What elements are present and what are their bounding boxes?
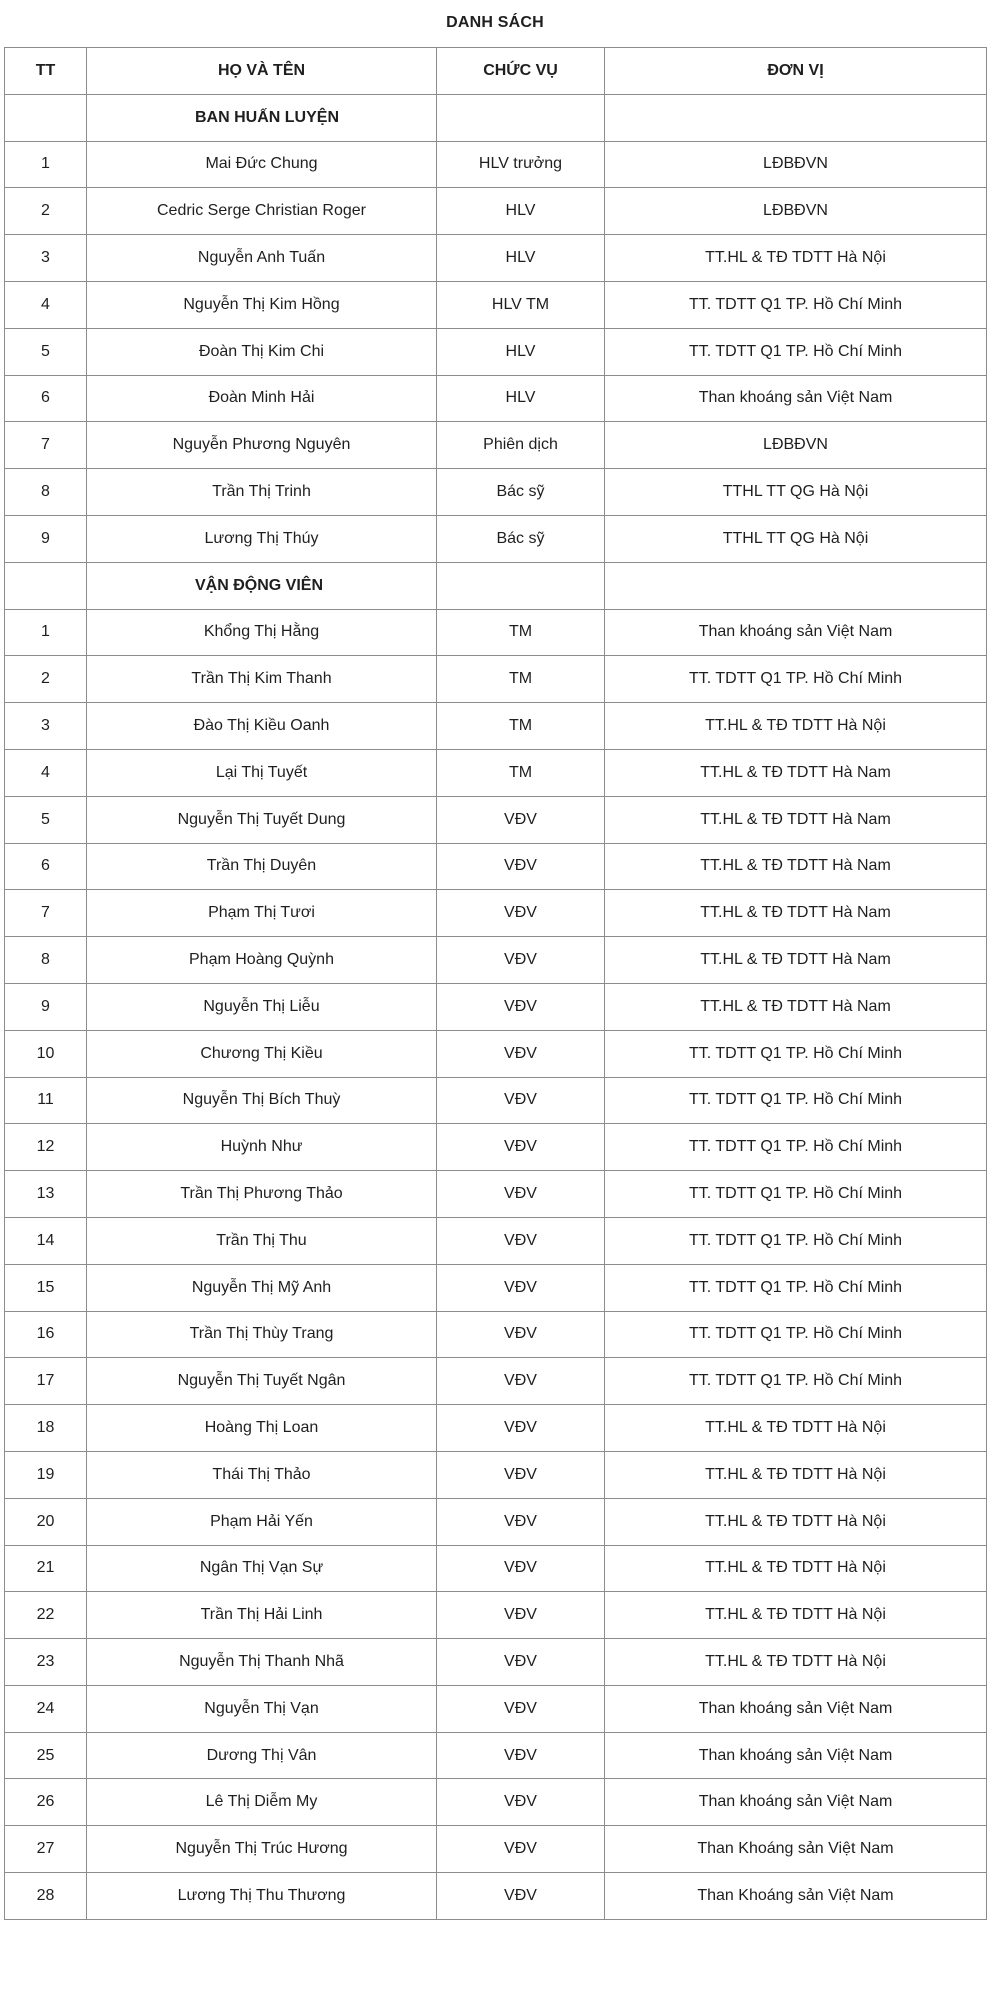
table-row: [5, 1826, 987, 1873]
person-name: Lê Thị Diễm My: [87, 1779, 437, 1826]
person-name: Đào Thị Kiều Oanh: [87, 703, 437, 750]
table-row: [5, 1264, 987, 1311]
person-name: Lương Thị Thúy: [87, 515, 437, 562]
table-row: [5, 1592, 987, 1639]
person-role: VĐV: [437, 1077, 605, 1124]
row-number: 10: [5, 1030, 87, 1077]
person-name: Phạm Hoàng Quỳnh: [87, 937, 437, 984]
row-number: 11: [5, 1077, 87, 1124]
table-row: [5, 983, 987, 1030]
person-role: VĐV: [437, 890, 605, 937]
person-role: VĐV: [437, 796, 605, 843]
person-role: VĐV: [437, 843, 605, 890]
row-number: 2: [5, 656, 87, 703]
row-number: 8: [5, 937, 87, 984]
person-unit: TT.HL & TĐ TDTT Hà Nam: [605, 983, 987, 1030]
person-role: VĐV: [437, 1592, 605, 1639]
row-number: 6: [5, 843, 87, 890]
person-role: VĐV: [437, 1826, 605, 1873]
person-name: Nguyễn Thị Thanh Nhã: [87, 1639, 437, 1686]
person-unit: TTHL TT QG Hà Nội: [605, 469, 987, 516]
person-unit: TT. TDTT Q1 TP. Hồ Chí Minh: [605, 1264, 987, 1311]
row-number: 13: [5, 1171, 87, 1218]
row-number: 18: [5, 1405, 87, 1452]
table-row: [5, 235, 987, 282]
person-unit: TT. TDTT Q1 TP. Hồ Chí Minh: [605, 1077, 987, 1124]
table-row: [5, 1732, 987, 1779]
person-unit: TT. TDTT Q1 TP. Hồ Chí Minh: [605, 1358, 987, 1405]
row-number: 1: [5, 609, 87, 656]
row-number: 19: [5, 1451, 87, 1498]
section-empty-cell: [5, 94, 87, 141]
person-unit: Than Khoáng sản Việt Nam: [605, 1873, 987, 1920]
person-role: VĐV: [437, 1451, 605, 1498]
table-row: [5, 749, 987, 796]
person-unit: Than khoáng sản Việt Nam: [605, 375, 987, 422]
person-name: Nguyễn Thị Bích Thuỳ: [87, 1077, 437, 1124]
person-name: Thái Thị Thảo: [87, 1451, 437, 1498]
table-row: [5, 188, 987, 235]
person-role: VĐV: [437, 1545, 605, 1592]
person-role: HLV trưởng: [437, 141, 605, 188]
table-row: [5, 796, 987, 843]
table-row: [5, 703, 987, 750]
column-header-name: HỌ VÀ TÊN: [87, 48, 437, 95]
table-row: [5, 1171, 987, 1218]
section-empty-cell: [605, 94, 987, 141]
row-number: 8: [5, 469, 87, 516]
person-unit: Than khoáng sản Việt Nam: [605, 609, 987, 656]
row-number: 4: [5, 749, 87, 796]
row-number: 3: [5, 235, 87, 282]
person-name: Trần Thị Thu: [87, 1217, 437, 1264]
table-row: [5, 1451, 987, 1498]
person-role: VĐV: [437, 1217, 605, 1264]
table-row: [5, 1779, 987, 1826]
person-unit: TT.HL & TĐ TDTT Hà Nam: [605, 843, 987, 890]
person-name: Ngân Thị Vạn Sự: [87, 1545, 437, 1592]
person-unit: Than khoáng sản Việt Nam: [605, 1779, 987, 1826]
person-name: Nguyễn Thị Tuyết Ngân: [87, 1358, 437, 1405]
person-unit: TT.HL & TĐ TDTT Hà Nội: [605, 1405, 987, 1452]
page-title: DANH SÁCH: [446, 14, 544, 31]
person-name: Trần Thị Phương Thảo: [87, 1171, 437, 1218]
row-number: 1: [5, 141, 87, 188]
person-name: Nguyễn Thị Liễu: [87, 983, 437, 1030]
person-role: VĐV: [437, 1264, 605, 1311]
row-number: 5: [5, 328, 87, 375]
person-role: VĐV: [437, 1124, 605, 1171]
row-number: 27: [5, 1826, 87, 1873]
person-name: Mai Đức Chung: [87, 141, 437, 188]
table-header-row: [5, 48, 987, 95]
person-role: Bác sỹ: [437, 515, 605, 562]
row-number: 21: [5, 1545, 87, 1592]
person-role: VĐV: [437, 1779, 605, 1826]
person-role: TM: [437, 703, 605, 750]
person-name: Nguyễn Thị Trúc Hương: [87, 1826, 437, 1873]
person-name: Trần Thị Hải Linh: [87, 1592, 437, 1639]
person-role: HLV TM: [437, 281, 605, 328]
person-role: Bác sỹ: [437, 469, 605, 516]
section-empty-cell: [605, 562, 987, 609]
person-unit: TT. TDTT Q1 TP. Hồ Chí Minh: [605, 1124, 987, 1171]
section-header-row: [5, 562, 987, 609]
person-name: Đoàn Thị Kim Chi: [87, 328, 437, 375]
row-number: 23: [5, 1639, 87, 1686]
person-unit: TT.HL & TĐ TDTT Hà Nam: [605, 749, 987, 796]
table-row: [5, 937, 987, 984]
person-unit: TT. TDTT Q1 TP. Hồ Chí Minh: [605, 1030, 987, 1077]
person-name: Nguyễn Phương Nguyên: [87, 422, 437, 469]
person-role: VĐV: [437, 1732, 605, 1779]
table-row: [5, 469, 987, 516]
person-role: HLV: [437, 375, 605, 422]
row-number: 25: [5, 1732, 87, 1779]
section-empty-cell: [437, 94, 605, 141]
table-row: [5, 141, 987, 188]
person-role: VĐV: [437, 1405, 605, 1452]
person-role: TM: [437, 749, 605, 796]
column-header-unit: ĐƠN VỊ: [605, 48, 987, 95]
row-number: 9: [5, 515, 87, 562]
person-unit: TT. TDTT Q1 TP. Hồ Chí Minh: [605, 1171, 987, 1218]
person-unit: TT.HL & TĐ TDTT Hà Nam: [605, 796, 987, 843]
person-name: Khổng Thị Hằng: [87, 609, 437, 656]
person-role: VĐV: [437, 1311, 605, 1358]
row-number: 16: [5, 1311, 87, 1358]
person-unit: TT.HL & TĐ TDTT Hà Nội: [605, 1451, 987, 1498]
table-row: [5, 1077, 987, 1124]
table-row: [5, 843, 987, 890]
section-empty-cell: [437, 562, 605, 609]
person-unit: TT. TDTT Q1 TP. Hồ Chí Minh: [605, 656, 987, 703]
person-unit: TT.HL & TĐ TDTT Hà Nội: [605, 235, 987, 282]
row-number: 28: [5, 1873, 87, 1920]
table-row: [5, 656, 987, 703]
person-name: Cedric Serge Christian Roger: [87, 188, 437, 235]
person-unit: TT.HL & TĐ TDTT Hà Nội: [605, 1639, 987, 1686]
person-name: Phạm Hải Yến: [87, 1498, 437, 1545]
row-number: 14: [5, 1217, 87, 1264]
person-unit: LĐBĐVN: [605, 141, 987, 188]
row-number: 26: [5, 1779, 87, 1826]
person-role: HLV: [437, 235, 605, 282]
person-unit: LĐBĐVN: [605, 422, 987, 469]
row-number: 5: [5, 796, 87, 843]
person-role: TM: [437, 609, 605, 656]
person-role: VĐV: [437, 1685, 605, 1732]
person-unit: TT. TDTT Q1 TP. Hồ Chí Minh: [605, 328, 987, 375]
person-name: Trần Thị Kim Thanh: [87, 656, 437, 703]
person-unit: LĐBĐVN: [605, 188, 987, 235]
person-unit: Than Khoáng sản Việt Nam: [605, 1826, 987, 1873]
table-row: [5, 609, 987, 656]
person-role: VĐV: [437, 937, 605, 984]
row-number: 6: [5, 375, 87, 422]
person-name: Trần Thị Duyên: [87, 843, 437, 890]
table-row: [5, 1873, 987, 1920]
row-number: 9: [5, 983, 87, 1030]
person-name: Đoàn Minh Hải: [87, 375, 437, 422]
person-name: Trần Thị Trinh: [87, 469, 437, 516]
person-unit: TT.HL & TĐ TDTT Hà Nam: [605, 937, 987, 984]
person-role: VĐV: [437, 1358, 605, 1405]
person-role: VĐV: [437, 983, 605, 1030]
person-unit: TT.HL & TĐ TDTT Hà Nội: [605, 1592, 987, 1639]
table-row: [5, 1217, 987, 1264]
person-unit: TT. TDTT Q1 TP. Hồ Chí Minh: [605, 1217, 987, 1264]
person-role: VĐV: [437, 1639, 605, 1686]
person-name: Nguyễn Thị Kim Hồng: [87, 281, 437, 328]
table-row: [5, 1545, 987, 1592]
row-number: 3: [5, 703, 87, 750]
table-row: [5, 1124, 987, 1171]
section-title: VẬN ĐỘNG VIÊN: [87, 562, 437, 609]
person-unit: TT.HL & TĐ TDTT Hà Nội: [605, 703, 987, 750]
person-name: Nguyễn Anh Tuấn: [87, 235, 437, 282]
person-unit: Than khoáng sản Việt Nam: [605, 1685, 987, 1732]
person-unit: TT.HL & TĐ TDTT Hà Nội: [605, 1545, 987, 1592]
row-number: 22: [5, 1592, 87, 1639]
table-row: [5, 375, 987, 422]
section-empty-cell: [5, 562, 87, 609]
table-row: [5, 422, 987, 469]
row-number: 20: [5, 1498, 87, 1545]
row-number: 7: [5, 422, 87, 469]
row-number: 15: [5, 1264, 87, 1311]
section-header-row: [5, 94, 987, 141]
roster-table: [4, 47, 987, 1920]
row-number: 4: [5, 281, 87, 328]
row-number: 7: [5, 890, 87, 937]
person-unit: TT. TDTT Q1 TP. Hồ Chí Minh: [605, 1311, 987, 1358]
row-number: 17: [5, 1358, 87, 1405]
person-unit: TT.HL & TĐ TDTT Hà Nội: [605, 1498, 987, 1545]
person-name: Nguyễn Thị Tuyết Dung: [87, 796, 437, 843]
row-number: 24: [5, 1685, 87, 1732]
person-name: Nguyễn Thị Vạn: [87, 1685, 437, 1732]
section-title: BAN HUẤN LUYỆN: [87, 94, 437, 141]
person-name: Hoàng Thị Loan: [87, 1405, 437, 1452]
roster-body: [5, 94, 987, 1919]
person-role: Phiên dịch: [437, 422, 605, 469]
person-unit: TT. TDTT Q1 TP. Hồ Chí Minh: [605, 281, 987, 328]
person-unit: TT.HL & TĐ TDTT Hà Nam: [605, 890, 987, 937]
table-row: [5, 515, 987, 562]
table-row: [5, 1685, 987, 1732]
person-role: HLV: [437, 328, 605, 375]
table-row: [5, 1405, 987, 1452]
person-name: Lại Thị Tuyết: [87, 749, 437, 796]
column-header-tt: TT: [5, 48, 87, 95]
person-role: TM: [437, 656, 605, 703]
person-role: VĐV: [437, 1498, 605, 1545]
person-name: Trần Thị Thùy Trang: [87, 1311, 437, 1358]
person-role: HLV: [437, 188, 605, 235]
table-row: [5, 281, 987, 328]
row-number: 2: [5, 188, 87, 235]
person-name: Huỳnh Như: [87, 1124, 437, 1171]
person-role: VĐV: [437, 1171, 605, 1218]
person-role: VĐV: [437, 1873, 605, 1920]
table-row: [5, 890, 987, 937]
table-row: [5, 1358, 987, 1405]
table-row: [5, 328, 987, 375]
person-name: Lương Thị Thu Thương: [87, 1873, 437, 1920]
table-row: [5, 1311, 987, 1358]
column-header-role: CHỨC VỤ: [437, 48, 605, 95]
table-row: [5, 1498, 987, 1545]
person-name: Chương Thị Kiều: [87, 1030, 437, 1077]
table-row: [5, 1030, 987, 1077]
person-unit: Than khoáng sản Việt Nam: [605, 1732, 987, 1779]
person-name: Dương Thị Vân: [87, 1732, 437, 1779]
row-number: 12: [5, 1124, 87, 1171]
person-name: Nguyễn Thị Mỹ Anh: [87, 1264, 437, 1311]
person-unit: TTHL TT QG Hà Nội: [605, 515, 987, 562]
table-row: [5, 1639, 987, 1686]
person-name: Phạm Thị Tươi: [87, 890, 437, 937]
person-role: VĐV: [437, 1030, 605, 1077]
